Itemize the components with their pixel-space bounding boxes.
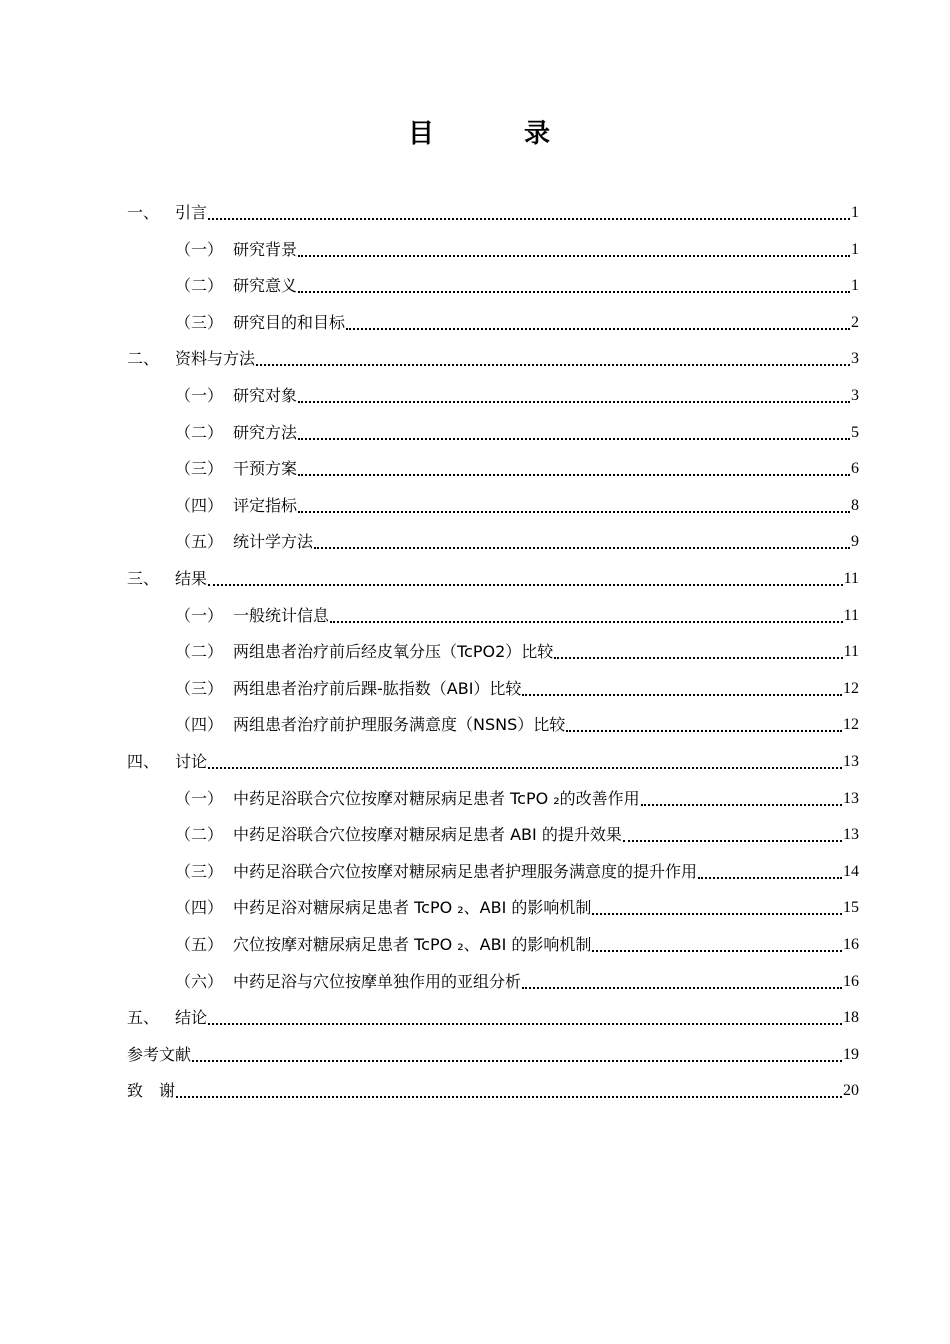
toc-entry-number: （四） <box>175 496 224 515</box>
toc-entry-title: 结论 <box>175 1008 208 1027</box>
dot-leader <box>592 893 842 915</box>
toc-entry-title: 中药足浴联合穴位按摩对糖尿病足患者 TcPO ₂的改善作用 <box>233 789 640 808</box>
dot-leader <box>298 381 850 403</box>
toc-entry[interactable] <box>127 745 859 773</box>
toc-entry[interactable] <box>127 342 859 370</box>
toc-entry-title: 中药足浴与穴位按摩单独作用的亚组分析 <box>233 972 522 991</box>
toc-entry-page-number: 1 <box>851 277 859 294</box>
toc-entry-number: （五） <box>175 532 224 551</box>
dot-leader <box>298 418 850 440</box>
dot-leader <box>298 235 850 257</box>
toc-entry[interactable] <box>175 306 859 334</box>
toc-entry-title: 参考文献 <box>127 1045 192 1064</box>
toc-entry[interactable] <box>175 489 859 517</box>
toc-entry-title: 两组患者治疗前后踝-肱指数（ABI）比较 <box>233 679 522 698</box>
toc-entry-page-number: 11 <box>843 570 859 587</box>
dot-leader <box>623 820 842 842</box>
toc-entry-number: 四、 <box>127 752 160 771</box>
toc-entry-title: 穴位按摩对糖尿病足患者 TcPO ₂、ABI 的影响机制 <box>233 935 592 954</box>
toc-entry-number: （一） <box>175 606 224 625</box>
toc-entry[interactable] <box>175 525 859 553</box>
toc-entry-page-number: 19 <box>843 1046 859 1063</box>
dot-leader <box>522 967 842 989</box>
toc-entry[interactable] <box>175 891 859 919</box>
toc-entry[interactable] <box>127 1001 859 1029</box>
toc-entry[interactable] <box>175 599 859 627</box>
toc-entry-number: （一） <box>175 789 224 808</box>
toc-entry-number: （六） <box>175 972 224 991</box>
toc-entry-number: （二） <box>175 825 224 844</box>
dot-leader <box>522 674 842 696</box>
toc-entry[interactable] <box>175 672 859 700</box>
toc-entry-page-number: 14 <box>843 863 859 880</box>
dot-leader <box>330 601 843 623</box>
dot-leader <box>208 564 843 586</box>
toc-entry-page-number: 6 <box>851 460 859 477</box>
dot-leader <box>176 1076 842 1098</box>
toc-entry-title: 统计学方法 <box>233 532 314 551</box>
toc-entry-number: （四） <box>175 715 224 734</box>
toc-entry[interactable] <box>175 855 859 883</box>
toc-entry-page-number: 18 <box>843 1009 859 1026</box>
toc-entry-title: 致 谢 <box>127 1081 176 1100</box>
toc-entry-page-number: 3 <box>851 387 859 404</box>
dot-leader <box>208 1003 842 1025</box>
toc-entry[interactable] <box>127 1038 859 1066</box>
toc-entry-number: （一） <box>175 240 224 259</box>
toc-entry-page-number: 12 <box>843 716 859 733</box>
toc-entry-number: （四） <box>175 898 224 917</box>
toc-entry-title: 两组患者治疗前后经皮氧分压（TcPO2）比较 <box>233 642 554 661</box>
toc-entry-number: （一） <box>175 386 224 405</box>
toc-entry-title: 中药足浴联合穴位按摩对糖尿病足患者 ABI 的提升效果 <box>233 825 622 844</box>
toc-entry-number: 三、 <box>127 569 160 588</box>
page-title: 目 录 <box>407 119 582 149</box>
toc-entry[interactable] <box>175 965 859 993</box>
toc-entry-title: 研究意义 <box>233 276 298 295</box>
toc-entry[interactable] <box>175 233 859 261</box>
dot-leader <box>298 491 850 513</box>
toc-entry-number: （二） <box>175 642 224 661</box>
dot-leader <box>192 1040 842 1062</box>
toc-entry[interactable] <box>127 562 859 590</box>
toc-entry-page-number: 5 <box>851 424 859 441</box>
dot-leader <box>256 344 850 366</box>
toc-entry[interactable] <box>175 269 859 297</box>
toc-entry-title: 结果 <box>175 569 208 588</box>
toc-entry-number: （三） <box>175 313 224 332</box>
toc-entry[interactable] <box>175 708 859 736</box>
toc-entry[interactable] <box>175 818 859 846</box>
toc-entry-title: 中药足浴联合穴位按摩对糖尿病足患者护理服务满意度的提升作用 <box>233 862 698 881</box>
toc-entry-title: 研究对象 <box>233 386 298 405</box>
toc-entry-page-number: 12 <box>843 680 859 697</box>
toc-entry-page-number: 13 <box>843 790 859 807</box>
dot-leader <box>554 637 842 659</box>
toc-entry[interactable] <box>127 196 859 224</box>
toc-entry-number: 二、 <box>127 349 160 368</box>
toc-entry-page-number: 16 <box>843 936 859 953</box>
toc-entry-number: （三） <box>175 679 224 698</box>
toc-entry-page-number: 13 <box>843 826 859 843</box>
dot-leader <box>698 857 842 879</box>
dot-leader <box>208 198 850 220</box>
toc-entry[interactable] <box>175 452 859 480</box>
toc-entry-title: 研究方法 <box>233 423 298 442</box>
toc-entry[interactable] <box>175 928 859 956</box>
toc-entry[interactable] <box>175 379 859 407</box>
toc-entry[interactable] <box>175 782 859 810</box>
dot-leader <box>346 308 850 330</box>
toc-entry-title: 研究目的和目标 <box>233 313 346 332</box>
dot-leader <box>592 930 842 952</box>
toc-entry[interactable] <box>127 1074 859 1102</box>
toc-entry[interactable] <box>175 416 859 444</box>
toc-entry-page-number: 16 <box>843 973 859 990</box>
toc-entry-title: 干预方案 <box>233 459 298 478</box>
toc-entry-title: 中药足浴对糖尿病足患者 TcPO ₂、ABI 的影响机制 <box>233 898 592 917</box>
toc-entry-page-number: 15 <box>843 899 859 916</box>
dot-leader <box>641 784 842 806</box>
toc-entry-title: 一般统计信息 <box>233 606 330 625</box>
dot-leader <box>566 710 842 732</box>
toc-entry-page-number: 13 <box>843 753 859 770</box>
dot-leader <box>208 747 842 769</box>
toc-entry-number: （二） <box>175 423 224 442</box>
toc-entry-number: 五、 <box>127 1008 160 1027</box>
toc-entry-title: 引言 <box>175 203 208 222</box>
toc-entry-number: 一、 <box>127 203 160 222</box>
toc-entry-title: 资料与方法 <box>175 349 256 368</box>
toc-entry-title: 评定指标 <box>233 496 298 515</box>
toc-entry-title: 研究背景 <box>233 240 298 259</box>
toc-entry-page-number: 3 <box>851 350 859 367</box>
toc-entry-title: 讨论 <box>175 752 208 771</box>
toc-entry-page-number: 1 <box>851 204 859 221</box>
toc-entry-number: （三） <box>175 862 224 881</box>
toc-entry-page-number: 9 <box>851 533 859 550</box>
toc-entry-number: （三） <box>175 459 224 478</box>
toc-entry-page-number: 8 <box>851 497 859 514</box>
toc-entry-title: 两组患者治疗前护理服务满意度（NSNS）比较 <box>233 715 566 734</box>
dot-leader <box>298 454 850 476</box>
toc-entry[interactable] <box>175 635 859 663</box>
toc-entry-number: （二） <box>175 276 224 295</box>
toc-entry-page-number: 20 <box>843 1082 859 1099</box>
toc-entry-number: （五） <box>175 935 224 954</box>
dot-leader <box>298 271 850 293</box>
toc-entry-page-number: 1 <box>851 241 859 258</box>
toc-entry-page-number: 11 <box>843 607 859 624</box>
toc-entry-page-number: 11 <box>843 643 859 660</box>
toc-entry-page-number: 2 <box>851 314 859 331</box>
dot-leader <box>314 527 850 549</box>
